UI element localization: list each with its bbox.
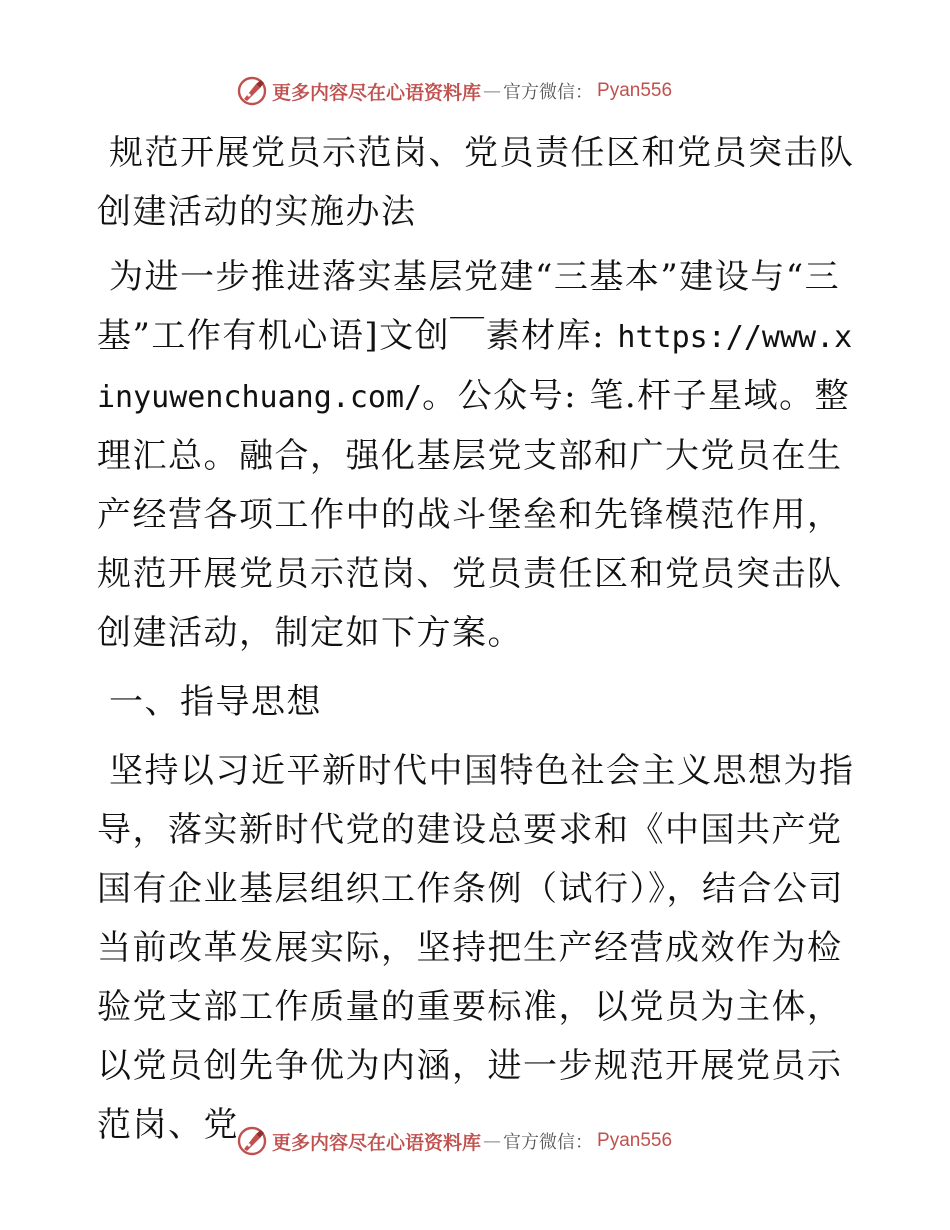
pen-nib-logo-icon (236, 1125, 268, 1157)
source-url-link[interactable]: https://www.xinyuwenchuang.com/ (97, 320, 853, 415)
paragraph-intro-text-a: 为进一步推进落实基层党建“三基本”建设与“三基”工作有机心语]文创￣素材库: (97, 257, 841, 356)
watermark-wechat-id: Pyan556 (597, 80, 673, 101)
paragraph-intro (97, 248, 857, 663)
watermark-dash: — (483, 1130, 502, 1152)
section-heading-guiding-ideology: 一、指导思想 (109, 682, 322, 722)
watermark-official-label: 官方微信： (503, 82, 594, 103)
watermark-wechat-id: Pyan556 (597, 1130, 673, 1151)
watermark-dash: — (483, 80, 502, 102)
header-watermark (236, 74, 672, 108)
watermark-official-label: 官方微信： (503, 1132, 594, 1153)
paragraph-intro-text-b: 。公众号: 笔.杆子星域。整理汇总。融合，强化基层党支部和广大党员在生产经营各项工作中的战斗堡垒和先锋模范作用，规范开展党员示范岗、党员责任区和党员突击队创建活动，制定如下方案。 (97, 376, 851, 653)
watermark-brand-text: 更多内容尽在心语资料库 (272, 81, 482, 104)
footer-watermark (236, 1124, 672, 1158)
watermark-brand-text: 更多内容尽在心语资料库 (272, 1131, 482, 1154)
document-title: 规范开展党员示范岗、党员责任区和党员突击队创建活动的实施办法 (97, 133, 855, 232)
document-body (97, 124, 857, 1155)
pen-nib-logo-icon (236, 75, 268, 107)
paragraph-guiding-ideology: 坚持以习近平新时代中国特色社会主义思想为指导，落实新时代党的建设总要求和《中国共产党国有企业基层组织工作条例（试行）》，结合公司当前改革发展实际，坚持把生产经营成效作为检验党支部工作质量的重要标准，以党员为主体，以党员创先争优为内涵，进一步规范开展党员示范岗、党 (97, 751, 855, 1145)
